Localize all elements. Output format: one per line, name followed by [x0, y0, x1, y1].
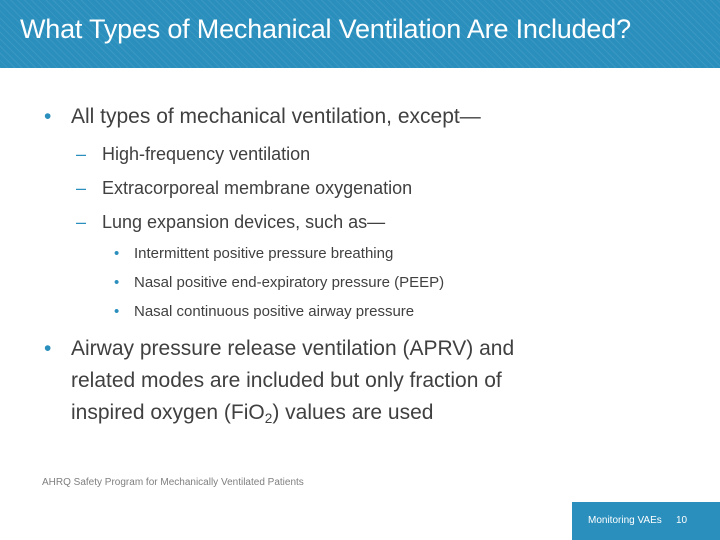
footer-program-name: AHRQ Safety Program for Mechanically Ventilated Patients — [42, 477, 304, 488]
fio2-subscript: 2 — [264, 411, 273, 427]
footer-badge — [572, 502, 720, 540]
bullet-2-line-1: Airway pressure release ventilation (APRV) and — [71, 337, 515, 360]
bullet-marker: • — [114, 274, 120, 291]
bullet-2-line-2: related modes are included but only fraction of — [71, 369, 502, 392]
bullet-marker: • — [44, 337, 52, 360]
subitem-ecmo: Extracorporeal membrane oxygenation — [102, 178, 413, 198]
dash-marker: – — [76, 144, 87, 164]
bullet-1-text: All types of mechanical ventilation, except— — [71, 105, 481, 128]
page-number: 10 — [676, 515, 688, 526]
bullet-marker: • — [114, 303, 120, 320]
bullet-2-line-3-post: ) values are used — [272, 401, 434, 424]
slide-title: What Types of Mechanical Ventilation Are Included? — [20, 14, 631, 44]
bullet-2-line-3-pre: inspired oxygen (FiO — [71, 401, 265, 424]
bullet-marker: • — [114, 245, 120, 262]
bullet-2-line-3 — [71, 401, 433, 426]
subitem-lung-expansion: Lung expansion devices, such as— — [102, 212, 386, 232]
footer-module-name: Monitoring VAEs — [588, 515, 662, 526]
subsubitem-nasal-peep: Nasal positive end-expiratory pressure (PEEP) — [134, 274, 445, 291]
dash-marker: – — [76, 178, 87, 198]
subsubitem-ippb: Intermittent positive pressure breathing — [134, 245, 394, 262]
dash-marker: – — [76, 212, 87, 232]
bullet-marker: • — [44, 105, 52, 128]
subitem-high-frequency: High-frequency ventilation — [102, 144, 311, 164]
subsubitem-nasal-cpap: Nasal continuous positive airway pressure — [134, 303, 415, 320]
